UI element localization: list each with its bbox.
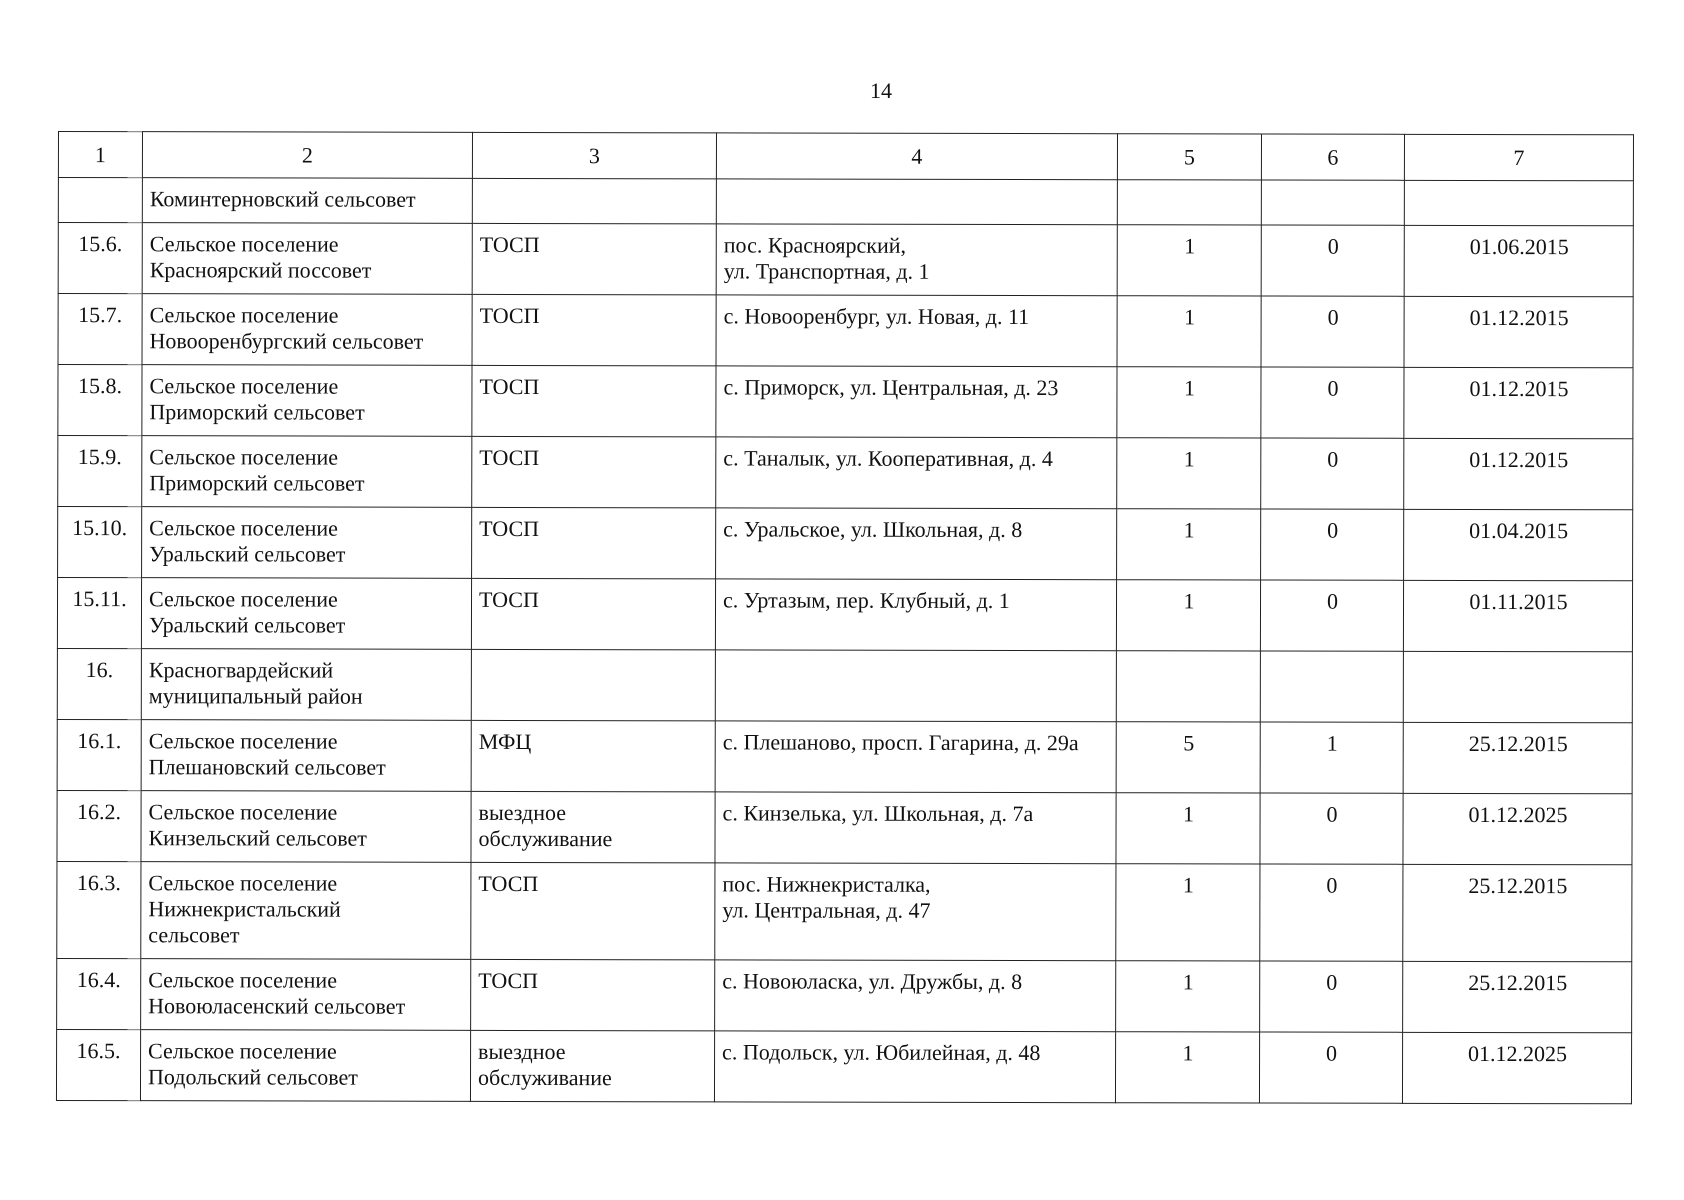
settlement-name-cell-line: Уральский сельсовет: [148, 612, 346, 638]
date-cell: 01.11.2015: [1403, 580, 1632, 651]
date-cell: 01.12.2015: [1404, 367, 1633, 438]
settlement-name-cell-line: муниципальный район: [148, 683, 363, 709]
row-number-cell: 16.2.: [57, 790, 141, 861]
row-number-cell: 16.4.: [57, 958, 141, 1029]
settlement-name-cell-line: Новоюласенский сельсовет: [148, 993, 406, 1019]
settlement-name-cell-line: Сельское поселение: [149, 231, 339, 257]
settlement-name-cell-line: Сельское поселение: [148, 870, 338, 896]
settlement-name-cell-line: Подольский сельсовет: [147, 1064, 358, 1090]
service-type-cell: [472, 223, 716, 295]
column-5-value-cell: [1116, 651, 1260, 722]
date-cell: 25.12.2015: [1403, 722, 1632, 793]
settlement-name-cell-line: Красногвардейский: [148, 657, 334, 683]
column-5-value-cell: 1: [1116, 580, 1260, 651]
date-cell: 01.06.2015: [1404, 225, 1633, 296]
column-5-value-cell: 5: [1116, 722, 1260, 793]
table-row: [58, 294, 1633, 368]
date-cell: [1404, 180, 1633, 225]
settlement-name-cell-line: Приморский сельсовет: [149, 470, 365, 496]
settlement-name-cell-line: Коминтерновский сельсовет: [149, 186, 416, 212]
service-type-cell: [471, 720, 715, 792]
column-6-value-cell: [1261, 180, 1404, 225]
column-6-value-cell: 0: [1261, 296, 1404, 367]
address-cell: [715, 579, 1116, 651]
table-row: [58, 223, 1633, 297]
date-cell: 01.12.2015: [1404, 296, 1633, 367]
service-type-cell: [472, 178, 716, 224]
settlement-name-cell-line: Сельское поселение: [148, 586, 338, 612]
table-row: [58, 365, 1633, 439]
address-cell: [714, 1031, 1115, 1103]
column-6-value-cell: 0: [1260, 864, 1403, 961]
column-5-value-cell: [1117, 180, 1261, 225]
settlement-name-cell: [141, 862, 471, 960]
table-row: [57, 719, 1632, 793]
service-type-cell-line: ТОСП: [478, 967, 539, 994]
date-cell: [1403, 651, 1632, 722]
settlement-name-cell-line: Сельское поселение: [148, 799, 338, 825]
settlement-name-cell-line: Сельское поселение: [149, 515, 338, 541]
address-cell-line: с. Таналык, ул. Кооперативная, д. 4: [723, 445, 1053, 472]
date-cell: 01.04.2015: [1404, 509, 1633, 580]
service-points-table: [56, 131, 1634, 1104]
table-header-row: [58, 132, 1633, 181]
date-cell: 25.12.2015: [1403, 961, 1632, 1032]
address-cell-line: с. Уртазым, пер. Клубный, д. 1: [722, 587, 1010, 613]
settlement-name-cell-line: Сельское поселение: [149, 373, 339, 399]
address-cell: [716, 179, 1117, 225]
service-type-cell-line: выездное: [478, 799, 567, 826]
address-cell: [715, 792, 1116, 864]
address-cell-line: с. Новоюласка, ул. Дружбы, д. 8: [722, 968, 1023, 995]
row-number-cell: 16.: [57, 648, 141, 719]
column-5-value-cell: 1: [1117, 225, 1261, 296]
column-5-value-cell: 1: [1116, 961, 1260, 1032]
service-type-cell-line: ТОСП: [479, 302, 540, 329]
settlement-name-cell: [141, 720, 471, 792]
address-cell-line: пос. Красноярский,: [723, 232, 907, 258]
column-5-value-cell: 1: [1117, 509, 1261, 580]
table-row: [57, 578, 1632, 652]
address-cell: [716, 437, 1117, 509]
column-6-value-cell: 0: [1260, 793, 1403, 864]
settlement-name-cell-line: Красноярский поссовет: [149, 257, 372, 283]
settlement-name-cell: [142, 436, 472, 508]
service-type-cell-line: обслуживание: [477, 1064, 612, 1091]
service-type-cell: [471, 649, 715, 721]
column-5-value-cell: 1: [1115, 1032, 1259, 1103]
address-cell: [716, 295, 1117, 367]
column-header: 3: [472, 132, 716, 179]
settlement-name-cell-line: Сельское поселение: [148, 728, 338, 754]
column-6-value-cell: 0: [1261, 438, 1404, 509]
row-number-cell: 16.3.: [57, 861, 141, 958]
date-cell: 01.12.2015: [1404, 438, 1633, 509]
settlement-name-cell: [141, 959, 471, 1031]
service-type-cell: [472, 436, 716, 508]
row-number-cell: 15.11.: [57, 578, 141, 649]
address-cell-line: ул. Транспортная, д. 1: [723, 258, 930, 284]
service-type-cell-line: выездное: [478, 1038, 566, 1065]
address-cell-line: с. Плешаново, просп. Гагарина, д. 29а: [722, 729, 1079, 756]
settlement-name-cell: [142, 223, 472, 295]
settlement-name-cell-line: Новооренбургский сельсовет: [149, 328, 424, 354]
table-row: [57, 861, 1632, 961]
settlement-name-cell-line: Плешановский сельсовет: [148, 754, 386, 780]
column-5-value-cell: 1: [1117, 296, 1261, 367]
settlement-name-cell: [142, 507, 472, 579]
service-type-cell: [470, 1030, 714, 1102]
service-type-cell-line: ТОСП: [479, 444, 540, 471]
date-cell: 01.12.2025: [1402, 1032, 1631, 1103]
settlement-name-cell-line: Сельское поселение: [148, 1038, 337, 1064]
row-number-cell: 16.5.: [56, 1029, 140, 1100]
table-row: [58, 507, 1633, 581]
row-number-cell: 15.7.: [58, 294, 142, 365]
settlement-name-cell: [142, 178, 472, 224]
service-type-cell-line: ТОСП: [478, 586, 539, 613]
settlement-name-cell-line: Кинзельский сельсовет: [148, 825, 367, 851]
row-number-cell: [58, 178, 142, 223]
address-cell-line: с. Приморск, ул. Центральная, д. 23: [723, 374, 1059, 401]
address-cell-line: ул. Центральная, д. 47: [722, 897, 931, 923]
settlement-name-cell-line: Нижнекристальский: [148, 896, 341, 922]
address-cell-line: пос. Нижнекристалка,: [722, 871, 931, 897]
address-cell: [715, 863, 1116, 961]
address-cell-line: с. Кинзелька, ул. Школьная, д. 7а: [722, 800, 1034, 827]
settlement-name-cell: [140, 1030, 470, 1102]
settlement-name-cell-line: Сельское поселение: [149, 302, 339, 328]
column-5-value-cell: 1: [1116, 864, 1260, 961]
settlement-name-cell-line: сельсовет: [148, 922, 240, 948]
settlement-name-cell: [141, 649, 471, 721]
column-5-value-cell: 1: [1117, 367, 1261, 438]
service-type-cell: [471, 862, 715, 960]
service-type-cell-line: МФЦ: [478, 728, 532, 754]
table-row: [57, 958, 1632, 1032]
service-type-cell: [471, 959, 715, 1031]
row-number-cell: 15.8.: [58, 365, 142, 436]
address-cell-line: с. Подольск, ул. Юбилейная, д. 48: [722, 1039, 1041, 1066]
service-type-cell-line: обслуживание: [478, 825, 613, 852]
service-type-cell: [471, 791, 715, 863]
row-number-cell: 15.9.: [58, 436, 142, 507]
settlement-name-cell: [142, 365, 472, 437]
column-6-value-cell: 0: [1261, 225, 1404, 296]
settlement-name-cell: [141, 791, 471, 863]
column-6-value-cell: 0: [1259, 1032, 1402, 1103]
column-header: 2: [142, 132, 472, 179]
column-5-value-cell: 1: [1116, 793, 1260, 864]
settlement-name-cell-line: Сельское поселение: [149, 444, 339, 470]
row-number-cell: 16.1.: [57, 719, 141, 790]
service-type-cell: [472, 507, 716, 579]
table-row: [57, 648, 1632, 722]
service-type-cell: [472, 294, 716, 366]
column-header: 5: [1117, 134, 1261, 180]
address-cell: [716, 366, 1117, 438]
column-6-value-cell: 0: [1261, 367, 1404, 438]
service-type-cell-line: ТОСП: [479, 373, 540, 400]
date-cell: 01.12.2025: [1403, 793, 1632, 864]
column-header: 7: [1404, 134, 1633, 180]
service-type-cell-line: ТОСП: [479, 231, 540, 258]
table-row: [58, 178, 1633, 226]
address-cell: [716, 224, 1117, 296]
address-cell: [715, 650, 1116, 722]
service-type-cell: [472, 365, 716, 437]
column-6-value-cell: 1: [1260, 722, 1403, 793]
column-header: 4: [716, 133, 1117, 180]
settlement-name-cell-line: Уральский сельсовет: [149, 541, 346, 567]
column-header: 6: [1261, 134, 1404, 180]
settlement-name-cell: [142, 294, 472, 366]
column-header: 1: [58, 132, 142, 178]
table-row: [57, 790, 1632, 864]
table-row: [56, 1029, 1631, 1103]
column-6-value-cell: 0: [1261, 509, 1404, 580]
column-5-value-cell: 1: [1117, 438, 1261, 509]
settlement-name-cell-line: Сельское поселение: [148, 967, 338, 993]
date-cell: 25.12.2015: [1403, 864, 1632, 961]
address-cell: [716, 508, 1117, 580]
address-cell: [715, 960, 1116, 1032]
address-cell-line: с. Новооренбург, ул. Новая, д. 11: [723, 303, 1030, 330]
address-cell-line: с. Уральское, ул. Школьная, д. 8: [723, 516, 1023, 543]
row-number-cell: 15.10.: [58, 507, 142, 578]
table-row: [58, 436, 1633, 510]
service-type-cell: [471, 578, 715, 650]
column-6-value-cell: 0: [1260, 580, 1403, 651]
column-6-value-cell: [1260, 651, 1403, 722]
page-number: 14: [870, 78, 892, 103]
address-cell: [715, 721, 1116, 793]
column-6-value-cell: 0: [1260, 961, 1403, 1032]
service-type-cell-line: ТОСП: [478, 870, 539, 897]
row-number-cell: 15.6.: [58, 223, 142, 294]
settlement-name-cell: [141, 578, 471, 650]
service-type-cell-line: ТОСП: [479, 515, 540, 542]
settlement-name-cell-line: Приморский сельсовет: [149, 399, 365, 425]
